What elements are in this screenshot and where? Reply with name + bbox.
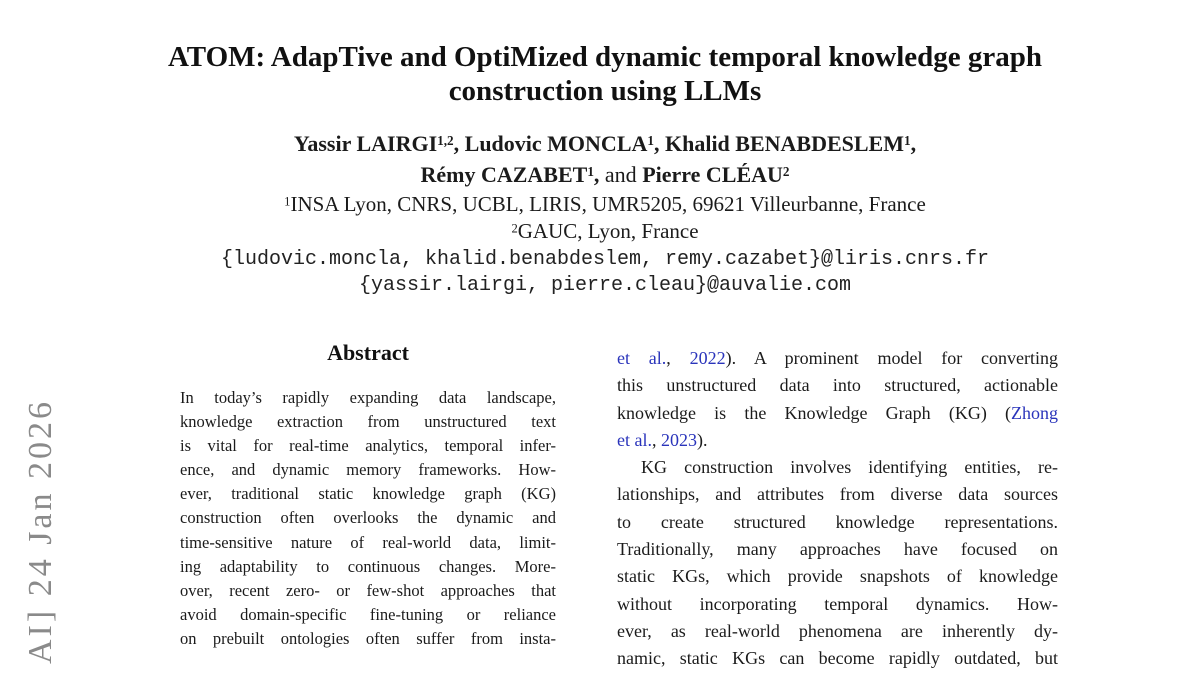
affiliation-1 [100,192,1110,217]
text-segment: knowledge is the Knowledge Graph (KG) ( [617,402,1011,423]
text-segment: GAUC, Lyon, France [517,219,699,243]
arxiv-stamp-text: AI] 24 Jan 2026 [22,398,59,664]
affiliation-2 [100,219,1110,244]
text-segment: this unstructured data into structured, actionable [617,375,1058,396]
text-segment: 2 [511,221,518,236]
text-segment: Yassir LAIRGI [293,131,438,156]
text-segment: 1 [904,133,911,149]
abstract-column [180,386,556,651]
authors-line-2 [100,162,1110,188]
text-segment: Rémy CAZABET [420,162,588,187]
intro-column [617,345,1058,673]
text-segment: lationships, and attributes from diverse data sources [617,484,1058,505]
text-segment: 1 [587,164,594,180]
text-segment: without incorporating temporal dynamics. How- [617,593,1058,614]
text-line: over, recent zero- or few-shot approaches that [180,580,556,600]
text-line [617,481,1058,508]
abstract-heading: Abstract [327,340,409,365]
citation-link[interactable]: et al. [617,429,652,450]
text-line [617,427,1058,454]
paper-title-line-2: construction using LLMs [448,75,762,107]
text-segment: INSA Lyon, CNRS, UCBL, LIRIS, UMR5205, 69621 Villeurbanne, France [290,192,926,216]
text-segment: , [666,348,690,368]
text-segment: Traditionally, many approaches have focused on [617,539,1058,560]
text-line: knowledge extraction from unstructured text [180,412,556,432]
text-line: In today’s rapidly expanding data landscape, [180,388,556,407]
text-line [617,563,1058,590]
text-line [617,536,1058,563]
email-line-2: {yassir.lairgi, pierre.cleau}@auvalie.com [358,274,852,297]
text-line: on prebuilt ontologies often suffer from insta- [180,628,556,648]
text-segment: , [910,131,917,156]
text-segment: ever, as real-world phenomena are inherently dy- [617,620,1058,641]
text-line [617,345,1058,372]
text-line: avoid domain-specific fine-tuning or reliance [180,604,556,624]
text-segment: , Khalid BENABDESLEM [653,131,904,156]
authors-line-1 [100,131,1110,157]
text-segment: KG construction involves identifying entities, re- [641,457,1058,478]
text-segment: namic, static KGs can become rapidly outdated, but [617,648,1058,669]
text-line: is vital for real-time analytics, temporal infer- [180,436,556,456]
text-segment: 1 [647,133,654,149]
text-line: construction often overlooks the dynamic and [180,508,556,528]
text-segment: ). [696,429,708,450]
text-segment: to create structured knowledge representations. [617,511,1058,532]
text-segment: 2 [782,164,790,180]
text-segment: 1 [284,194,291,209]
text-line [617,509,1058,536]
citation-link[interactable]: et al. [617,348,667,368]
text-line: ence, and dynamic memory frameworks. How- [180,460,556,480]
text-line [617,400,1058,427]
paper-title-line-1: ATOM: AdapTive and OptiMized dynamic temporal knowledge graph [167,41,1043,73]
text-segment: static KGs, which provide snapshots of knowledge [617,566,1058,587]
text-segment: , Ludovic MONCLA [453,131,648,156]
citation-link[interactable]: 2023 [660,429,697,450]
citation-link[interactable]: 2022 [689,348,726,368]
citation-link[interactable]: Zhong [1011,402,1058,423]
text-segment: ). A prominent model for converting [725,348,1058,368]
text-line [617,372,1058,399]
text-segment: , [651,429,661,450]
text-segment: and [604,162,637,187]
text-segment: , [593,162,605,187]
text-line [617,618,1058,645]
text-line: ever, traditional static knowledge graph (KG) [180,484,556,504]
text-line: ing adaptability to continuous changes. More- [180,556,556,576]
text-segment: Pierre CLÉAU [636,162,783,187]
text-line [617,645,1058,672]
paper-title [100,40,1110,108]
text-line: time-sensitive nature of real-world data, limit- [180,532,556,552]
text-segment: 1,2 [437,133,454,149]
text-line [617,454,1058,481]
email-line-1: {ludovic.moncla, khalid.benabdeslem, remy.cazabet}@liris.cnrs.fr [220,248,990,271]
text-line [617,591,1058,618]
